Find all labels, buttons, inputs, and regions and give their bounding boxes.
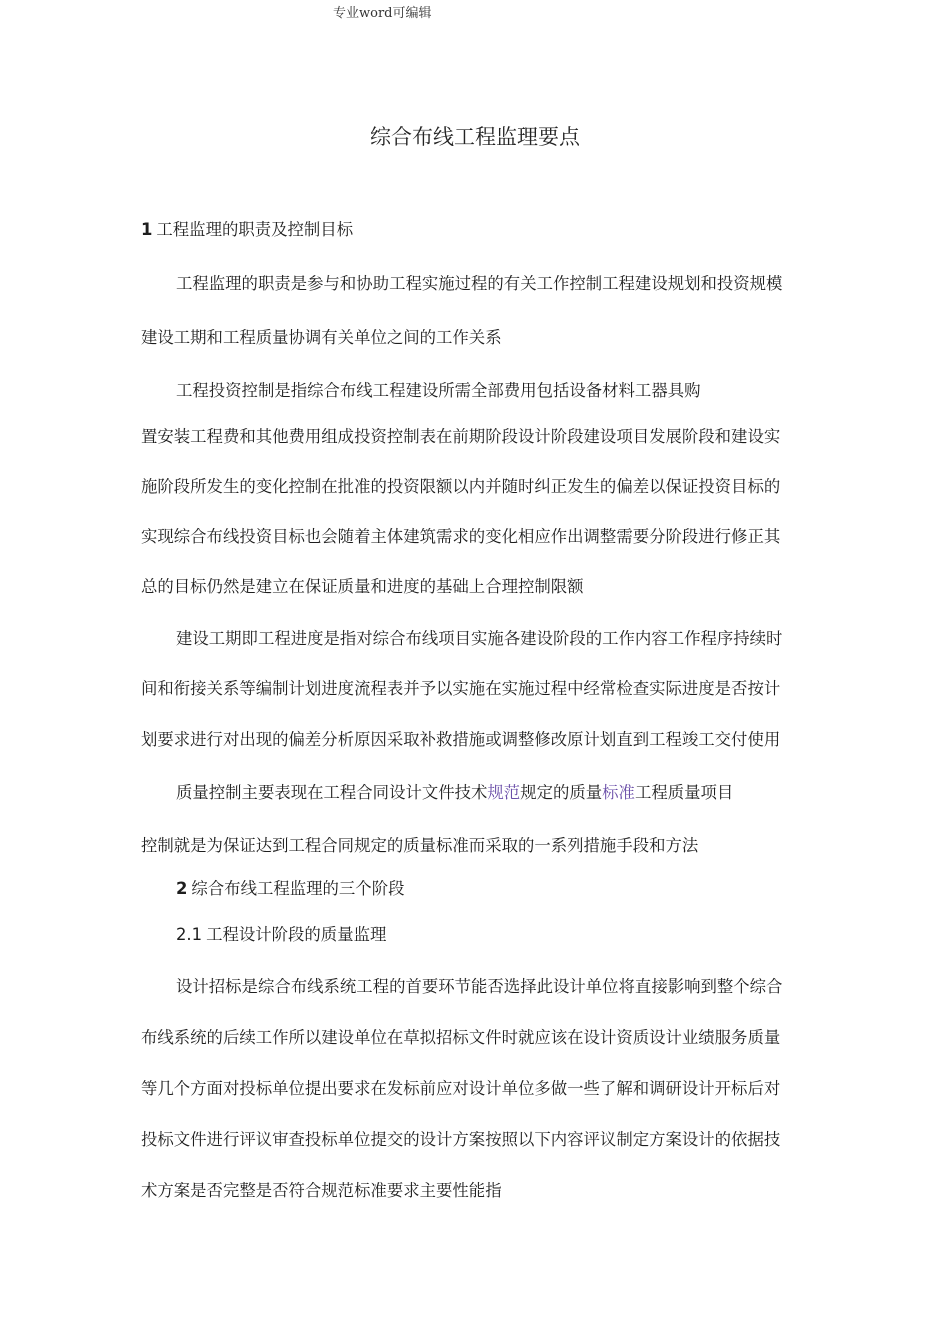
paragraph-line — [176, 782, 733, 804]
section-number: 2 — [176, 879, 188, 898]
paragraph-line: 等几个方面对投标单位提出要求在发标前应对设计单位多做一些了解和调研设计开标后对 — [141, 1079, 781, 1098]
paragraph-line: 间和衔接关系等编制计划进度流程表并予以实施在实施过程中经常检查实际进度是否按计 — [141, 679, 781, 698]
document-title: 综合布线工程监理要点 — [370, 125, 580, 149]
section-1-heading — [141, 219, 353, 241]
header-note: 专业word可编辑 — [333, 6, 432, 21]
paragraph-line: 施阶段所发生的变化控制在批准的投资限额以内并随时纠正发生的偏差以保证投资目标的 — [141, 477, 781, 496]
paragraph-line: 总的目标仍然是建立在保证质量和进度的基础上合理控制限额 — [141, 577, 584, 596]
paragraph-line: 术方案是否完整是否符合规范标准要求主要性能指 — [141, 1181, 502, 1200]
paragraph-line: 投标文件进行评议审查投标单位提交的设计方案按照以下内容评议制定方案设计的依据技 — [141, 1130, 781, 1149]
text-run: 工程质量项目 — [634, 783, 734, 802]
section-title: 工程监理的职责及控制目标 — [156, 220, 354, 239]
section-2-1-heading — [176, 924, 386, 946]
paragraph-line: 建设工期和工程质量协调有关单位之间的工作关系 — [141, 328, 502, 347]
link-guifan[interactable]: 规范 — [487, 783, 521, 802]
paragraph-line: 控制就是为保证达到工程合同规定的质量标准而采取的一系列措施手段和方法 — [141, 836, 699, 855]
text-run: 规定的质量 — [520, 783, 603, 802]
paragraph-line: 实现综合布线投资目标也会随着主体建筑需求的变化相应作出调整需要分阶段进行修正其 — [141, 527, 781, 546]
paragraph-line: 布线系统的后续工作所以建设单位在草拟招标文件时就应该在设计资质设计业绩服务质量 — [141, 1028, 781, 1047]
section-title: 工程设计阶段的质量监理 — [206, 925, 387, 944]
paragraph-line: 置安装工程费和其他费用组成投资控制表在前期阶段设计阶段建设项目发展阶段和建设实 — [141, 427, 781, 446]
text-run: 质量控制主要表现在工程合同设计文件技术 — [176, 783, 488, 802]
paragraph-line: 建设工期即工程进度是指对综合布线项目实施各建设阶段的工作内容工作程序持续时 — [176, 629, 783, 648]
paragraph-line: 工程投资控制是指综合布线工程建设所需全部费用包括设备材料工器具购 — [176, 381, 701, 400]
link-biaozhun[interactable]: 标准 — [602, 783, 635, 802]
section-number: 1 — [141, 220, 153, 239]
paragraph-line: 工程监理的职责是参与和协助工程实施过程的有关工作控制工程建设规划和投资规模 — [176, 274, 783, 293]
section-number: 2.1 — [176, 925, 203, 944]
section-title: 综合布线工程监理的三个阶段 — [191, 879, 405, 898]
section-2-heading — [176, 878, 404, 900]
paragraph-line: 划要求进行对出现的偏差分析原因采取补救措施或调整修改原计划直到工程竣工交付使用 — [141, 730, 781, 749]
paragraph-line: 设计招标是综合布线系统工程的首要环节能否选择此设计单位将直接影响到整个综合 — [176, 977, 783, 996]
